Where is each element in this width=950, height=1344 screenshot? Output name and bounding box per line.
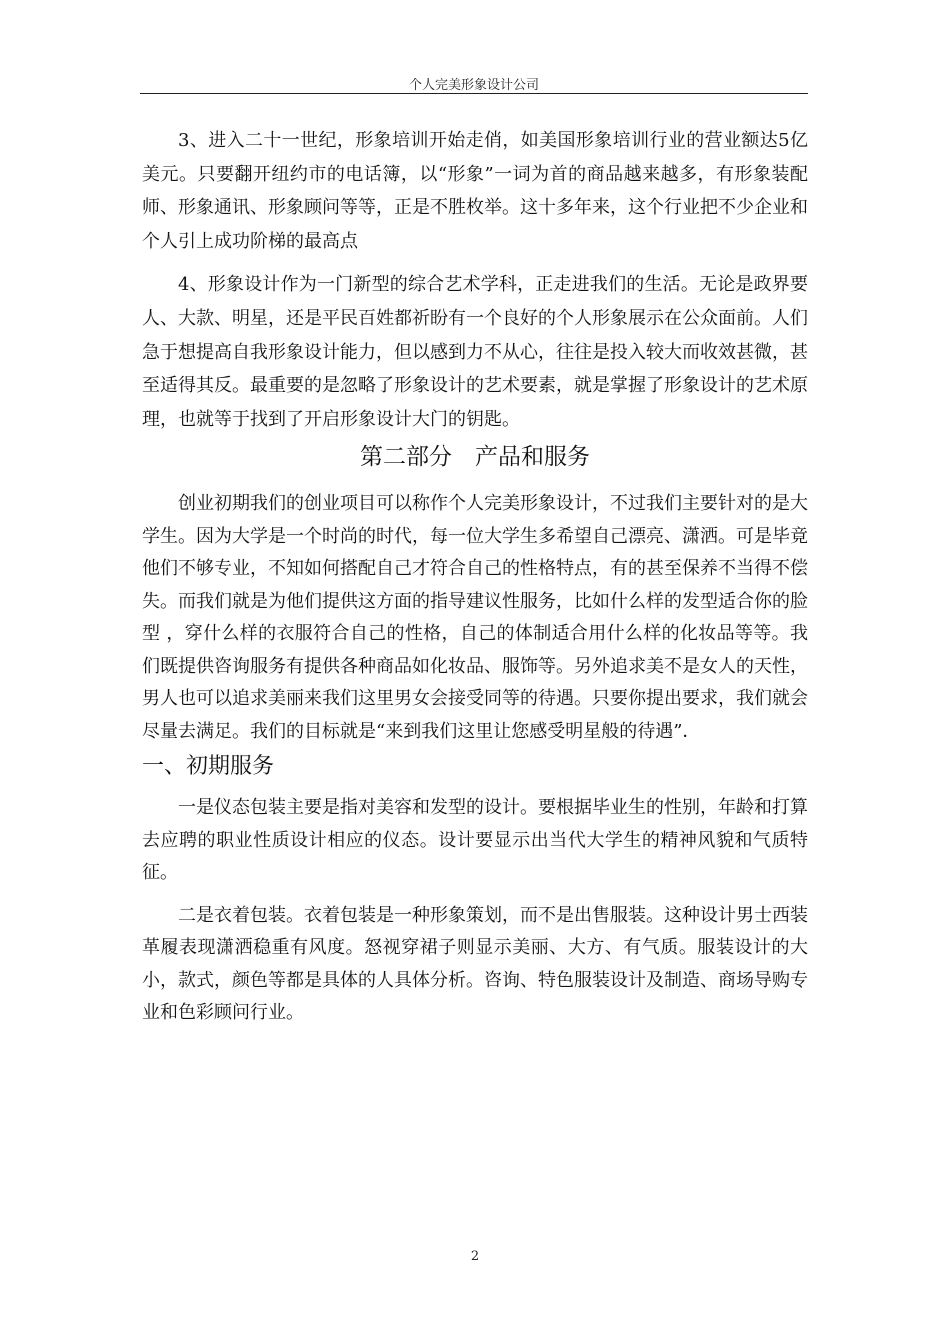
header-divider bbox=[140, 93, 808, 94]
paragraph-gap bbox=[142, 258, 808, 268]
subsection-body bbox=[142, 792, 808, 1030]
page-body bbox=[142, 124, 808, 1030]
running-header: 个人完美形象设计公司 bbox=[408, 78, 539, 93]
section-paragraph: 创业初期我们的创业项目可以称作个人完美形象设计，不过我们主要针对的是大学生。因为大学是一个时尚的时代，每一位大学生多希望自己漂亮、潇洒。可是毕竟他们不够专业，不知如何搭配自己才符合自己的性格特点，有的甚至保养不当得不偿失。而我们就是为他们提供这方面的指导建议性服务，比如什么样的发型适合你的脸型 ，穿什么样的衣服符合自己的性格，自己的体制适合用什么样的化妆品等等。我们既提供咨询服务有提供各种商品如化妆品、服饰等。另外追求美不是女人的天性，男人也可以追求美丽来我们这里男女会接受同等的待遇。只要你提出要求，我们就会尽量去满足。我们的目标就是“来到我们这里让您感受明星般的待遇”． bbox=[142, 493, 808, 742]
section-body bbox=[142, 488, 808, 748]
paragraph-gap bbox=[142, 890, 808, 900]
intro-paragraph-3: 3、进入二十一世纪，形象培训开始走俏，如美国形象培训行业的营业额达5亿美元。只要翻开纽约市的电话簿，以“形象”一词为首的商品越来越多，有形象装配师、形象通讯、形象顾问等等，正是不胜枚举。这十多年来，这个行业把不少企业和个人引上成功阶梯的最高点 bbox=[142, 130, 808, 252]
subsection-paragraph-1: 一是仪态包装主要是指对美容和发型的设计。要根据毕业生的性别，年龄和打算去应聘的职业性质设计相应的仪态。设计要显示出当代大学生的精神风貌和气质特征。 bbox=[142, 797, 808, 884]
page-number: 2 bbox=[470, 1249, 480, 1264]
section-title: 第二部分 产品和服务 bbox=[360, 444, 590, 471]
intro-paragraph-4: 4、形象设计作为一门新型的综合艺术学科，正走进我们的生活。无论是政界要人、大款、明星，还是平民百姓都祈盼有一个良好的个人形象展示在公众面前。人们急于想提高自我形象设计能力，但以感到力不从心，往往是投入较大而收效甚微，甚至适得其反。最重要的是忽略了形象设计的艺术要素，就是掌握了形象设计的艺术原理，也就等于找到了开启形象设计大门的钥匙。 bbox=[142, 274, 808, 430]
subsection-title: 一、初期服务 bbox=[142, 754, 275, 780]
subsection-paragraph-2: 二是衣着包装。衣着包装是一种形象策划，而不是出售服装。这种设计男士西装革履表现潇洒稳重有风度。怒视穿裙子则显示美丽、大方、有气质。服装设计的大小，款式，颜色等都是具体的人具体分析。咨询、特色服装设计及制造、商场导购专业和色彩顾问行业。 bbox=[142, 904, 808, 1024]
